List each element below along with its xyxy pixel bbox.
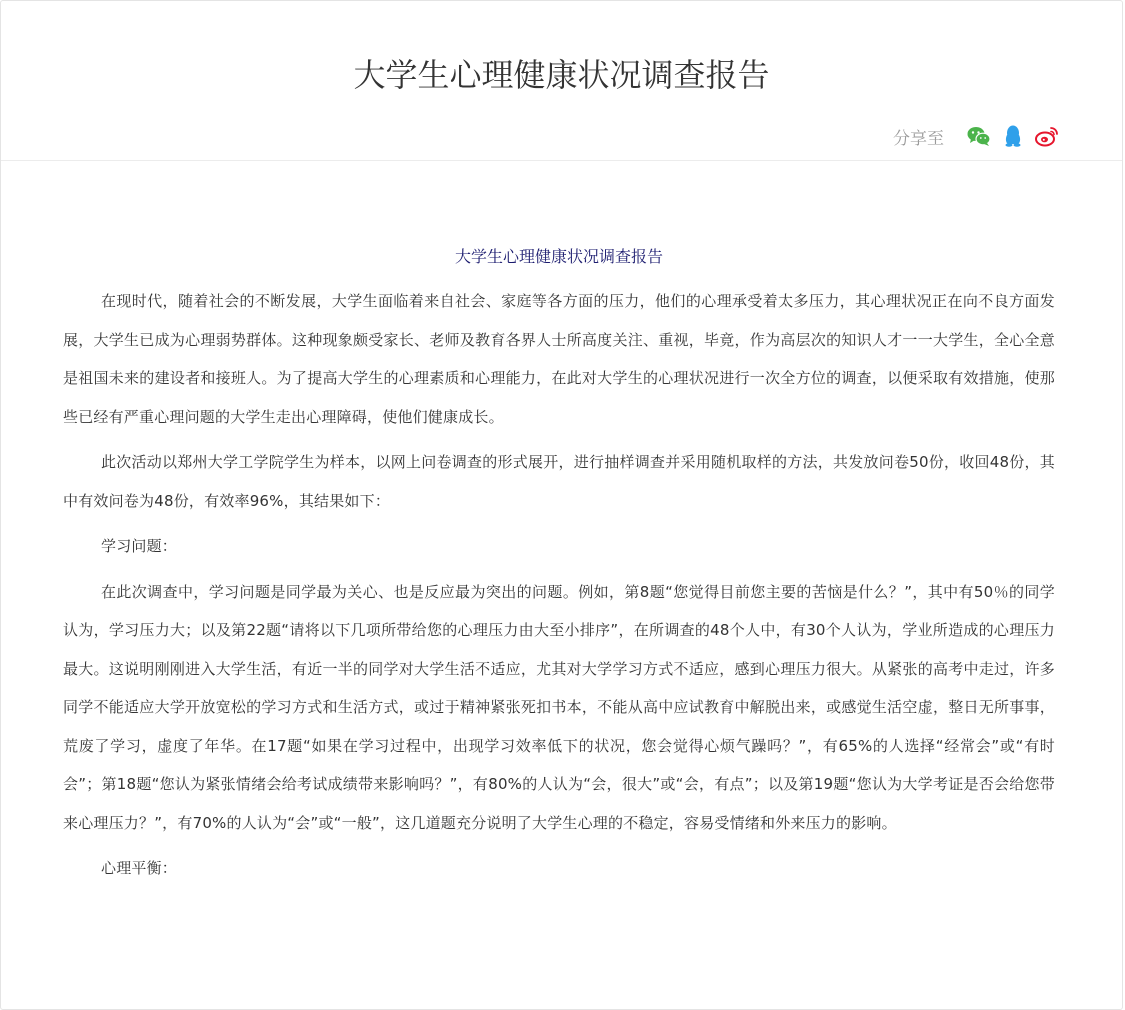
article-title: 大学生心理健康状况调查报告 — [454, 247, 663, 266]
share-label: 分享至 — [893, 128, 944, 149]
article-body — [63, 161, 1055, 895]
share-bar — [893, 121, 1060, 151]
article-paragraph: 在现时代，随着社会的不断发展，大学生面临着来自社会、家庭等各方面的压力，他们的心理承受着太多压力，其心理状况正在向不良方面发展，大学生已成为心理弱势群体。这种现象颇受家长、老师及教育各界人士所高度关注、重视，毕竟，作为高层次的知识人才一一大学生，全心全意是祖国未来的建设者和接班人。为了提高大学生的心理素质和心理能力，在此对大学生的心理状况进行一次全方位的调查，以便采取有效措施，使那些已经有严重心理问题的大学生走出心理障碍，使他们健康成长。 — [63, 292, 1055, 426]
section-heading: 学习问题： — [101, 537, 178, 555]
article-paragraph: 此次活动以郑州大学工学院学生为样本，以网上问卷调查的形式展开，进行抽样调查并采用随机取样的方法，共发放问卷50份，收回48份，其中有效问卷为48份，有效率96%，其结果如下： — [63, 453, 1055, 510]
wechat-icon[interactable] — [966, 123, 992, 149]
article-paragraph: 在此次调查中，学习问题是同学最为关心、也是反应最为突出的问题。例如，第8题“您觉得目前您主要的苦恼是什么？”，其中有50％的同学认为，学习压力大；以及第22题“请将以下几项所带给您的心理压力由大至小排序”，在所调查的48个人中，有30个人认为，学业所造成的心理压力最大。这说明刚刚进入大学生活，有近一半的同学对大学生活不适应，尤其对大学学习方式不适应，感到心理压力很大。从紧张的高考中走过，许多同学不能适应大学开放宽松的学习方式和生活方式，或过于精神紧张死扣书本，不能从高中应试教育中解脱出来，或感觉生活空虚，整日无所事事，荒废了学习，虚度了年华。在17题“如果在学习过程中，出现学习效率低下的状况，您会觉得心烦气躁吗？”，有65%的人选择“经常会”或“有时会”；第18题“您认为紧张情绪会给考试成绩带来影响吗？”，有80%的人认为“会，很大”或“会，有点”；以及第19题“您认为大学考证是否会给您带来心理压力？”，有70%的人认为“会”或“一般”，这几道题充分说明了大学生心理的不稳定，容易受情绪和外来压力的影响。 — [63, 582, 1055, 832]
section-heading: 心理平衡： — [101, 859, 178, 877]
qq-icon[interactable] — [1000, 123, 1026, 149]
weibo-icon[interactable] — [1034, 123, 1060, 149]
page-header — [1, 1, 1122, 161]
page-title: 大学生心理健康状况调查报告 — [353, 56, 770, 94]
